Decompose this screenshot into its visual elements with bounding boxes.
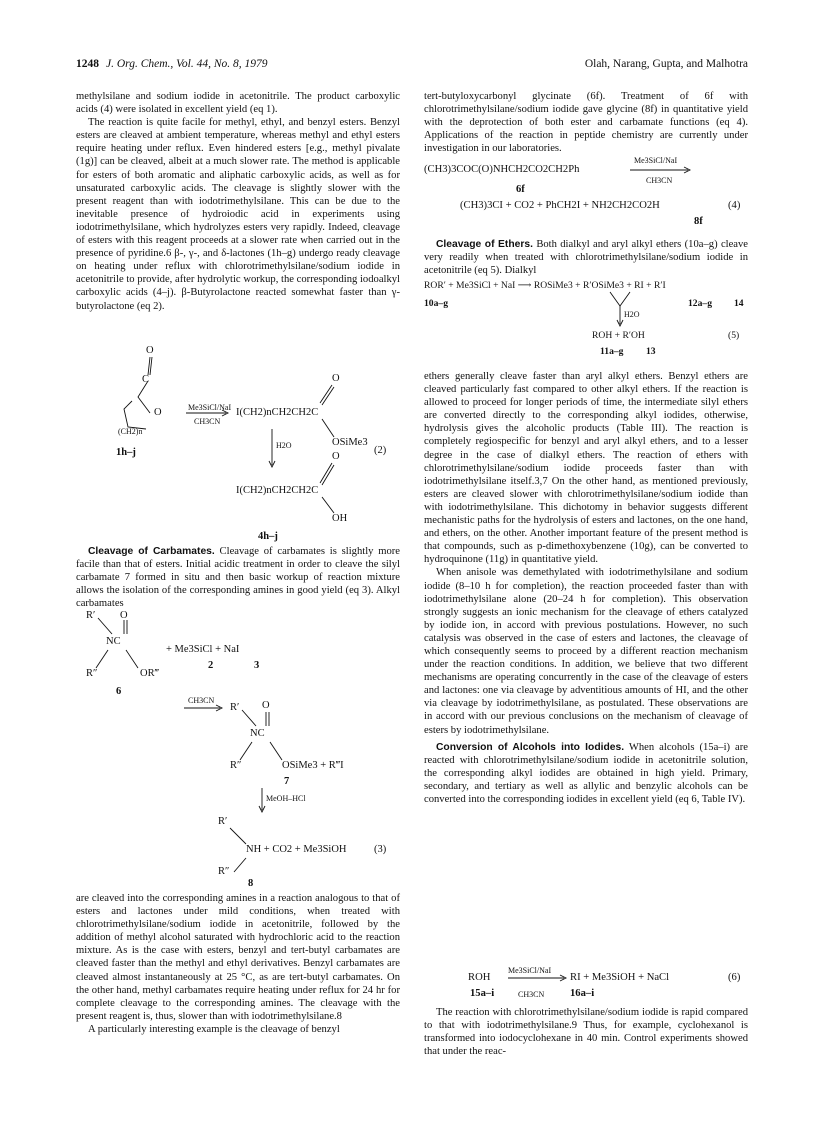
compound-label: 13: [646, 346, 656, 357]
reagents: + Me3SiCl + NaI: [166, 644, 240, 655]
equation-2: [76, 345, 400, 542]
paragraph: The reaction is quite facile for methyl, ethyl, and benzyl esters. Benzyl esters are cleaved at ambient temperature, whereas methyl and ethyl esters require heating under reflux. Even hindered esters [e.g., methyl pivalate (1g)] can be cleaved, albeit at a much slower rate. The method is applicable for esters of both aromatic and aliphatic carboxylic acids, as well as for unsaturated carboxylic acids. The cleavage is slightly slower with the present reagent than with iodotrimethylsilane. This can be due to the inevitable presence of hydroiodic acid in experiments using iodotrimethylsilane, which hydrolyzes esters very rapidly. Indeed, cleavage of esters with this reagent proceeds at a slower rate when carried out in the presence of pyridine.6 β-, γ-, and δ-lactones (1h–g) undergo ready cleavage on heating under reflux with chlorotrimethylsilane/sodium iodide in acetonitrile to provide, after hydrolytic workup, the corresponding iodoalkyl carboxylic acids (4–j). β-Butyrolactone reacted somewhat faster than γ-butyrolactone (eq 2).: [76, 117, 400, 312]
journal-citation: J. Org. Chem., Vol. 44, No. 8, 1979: [106, 58, 268, 70]
equation-number: (5): [728, 330, 740, 341]
authors: Olah, Narang, Gupta, and Malhotra: [584, 58, 748, 70]
solvent-label: CH3CN: [518, 990, 545, 999]
right-col-bottom: [424, 1006, 748, 1058]
section-heading: Cleavage of Carbamates.: [88, 546, 215, 557]
workup-label: MeOH–HCl: [266, 794, 306, 803]
compound-label: 6f: [516, 184, 525, 195]
solvent-label: CH3CN: [188, 696, 215, 705]
paragraph: A particularly interesting example is the cleavage of benzyl: [88, 1023, 340, 1035]
paragraph-text: Both dialkyl and aryl alkyl ethers (10a–g) cleave very readily when treated with chlorotrimethylsilane/sodium iodide in acetonitrile (eq 5). Dialkyl: [424, 239, 748, 277]
section-heading: Conversion of Alcohols into Iodides.: [436, 741, 625, 753]
r2-group: R″: [86, 668, 98, 679]
solvent-label: CH3CN: [194, 417, 221, 426]
compound-label: 6: [116, 686, 122, 697]
paragraph: [424, 741, 748, 806]
silyl-ester: OSiMe3: [332, 437, 368, 448]
paragraph: When anisole was demethylated with iodotrimethylsilane and sodium iodide (8–10 h for completion), the reaction proceeded faster than with iodotrimethylsilane alone (20–24 h for completion). This observation strongly suggests an ionic mechanism for the cleavage of ethers catalyzed by iodide ion, in accord with previous postulations. However, no such catalysis was observed in the case of esters and lactones, the cleavage of which consequently seems to proceed by a different reaction mechanism under the reaction conditions. In addition, we believe that two different mechanisms are operating concurrently in the case of the cleavage of esters and lactones: one via cleavage by adventitious amounts of HI, and the other via cleavage by iodotrimethylsilane, as postulated. These observations are in accord with our previous conclusions on the mechanism of cleavage of esters by iodotrimethylsilane.: [424, 567, 748, 736]
equation-number: (2): [374, 445, 387, 456]
equation-number: (6): [728, 972, 741, 983]
compound-label: 2: [208, 660, 214, 671]
compound-label: 7: [284, 776, 290, 787]
compound-label: 14: [734, 298, 744, 309]
right-col-middle: [424, 370, 748, 806]
compound-label: 1h–j: [116, 447, 136, 458]
compound-label: 12a–g: [688, 298, 712, 309]
equation-number: (3): [374, 844, 387, 855]
equation-3: [76, 610, 400, 889]
alcohol-products: ROH + R′OH: [592, 330, 645, 341]
equation-5: [424, 280, 748, 360]
reagent-label: Me3SiCl/NaI: [634, 156, 678, 165]
compound-label: 10a–g: [424, 298, 448, 309]
left-col-bottom: [76, 892, 400, 1036]
silyl-carbamate: OSiMe3 + R‴I: [282, 760, 344, 771]
ring-methylene: (CH2)n: [118, 427, 143, 436]
reagent-label: Me3SiCl/NaI: [508, 966, 552, 975]
solvent-label: CH3CN: [646, 176, 673, 185]
hydrolysis-arrow: [424, 280, 748, 360]
r2-group: R″: [230, 760, 242, 771]
compound-label: 3: [254, 660, 260, 671]
paragraph: [424, 238, 748, 277]
hydrolysis-label: H2O: [624, 310, 640, 319]
reactant: (CH3)3COC(O)NHCH2CO2CH2Ph: [424, 164, 580, 175]
compound-label: 4h–j: [258, 531, 278, 542]
equation-number: (4): [728, 200, 741, 211]
paragraph: are cleaved into the corresponding amines in a reaction analogous to that of esters and lactones under mild conditions, when treated with chlorotrimethylsilane/sodium iodide in acetonitrile, followed by the addition of methyl alcohol saturated with hydrochloric acid to the reaction mixture. As is the case with esters, benzyl and tert-butyl carbamates are cleaved faster than the methyl and ethyl derivatives. Benzyl carbamates are cleaved almost instantaneously at 25 °C, as are tert-butyl carbamates. On the other hand, methyl carbamates require heating under reflux for 24 hr for complete cleavage to the corresponding amines. The cleavage with the present reagent is, thus, slower than with iodotrimethylsilane.8: [76, 893, 400, 1022]
carbonyl-o: O: [120, 610, 128, 621]
products: RI + Me3SiOH + NaCl: [570, 972, 670, 983]
reagent-label: Me3SiCl/NaI: [188, 403, 232, 412]
right-col-top: [424, 90, 748, 155]
left-col-top: [76, 90, 400, 313]
ring-oxygen: O: [154, 407, 162, 418]
r2-group: R″: [218, 866, 230, 877]
ring-carbon: C: [142, 374, 150, 385]
reaction-line: ROR′ + Me3SiCl + NaI ⟶ ROSiMe3 + R′OSiMe3 + RI + R′I: [424, 280, 666, 291]
compound-label: 11a–g: [600, 346, 624, 357]
r1-group: R′: [86, 610, 96, 621]
acid-chain: I(CH2)nCH2CH2C: [236, 485, 319, 496]
hydrolysis-label: H2O: [276, 441, 292, 450]
paragraph: ethers generally cleave faster than aryl alkyl ethers. Benzyl ethers are cleaved particularly fast compared to other alkyl ethers. If the reaction is allowed to proceed for longer periods of time, the intermediate silyl ethers are converted directly to the corresponding alkyl iodides, otherwise, hydrolysis gives the alcoholic products (Table III). The reaction is completely regiospecific for benzyl and aryl alkyl ethers, and to a lesser degree in the case of dialkyl ethers. The reaction of ethers with chlorotrimethylsilane/sodium iodide proceeds faster than with iodotrimethylsilane itself.3,7 On the other hand, as mentioned previously, esters are cleaved slower with chlorotrimethylsilane/sodium iodide than with iodotrimethylsilane. This dichotomy in behavior suggests different mechanistic paths for the hydrolysis of esters and lactones, on the one hand, and ethers, on the other. Another important feature of the present method is that compounds, such as p-dimethoxybenzene (10g), can be converted to hydroquinone (11g) in quantitative yield.: [424, 371, 748, 566]
reactant: ROH: [468, 972, 491, 983]
compound-label: 8f: [694, 216, 703, 227]
carbamate-section: [76, 545, 400, 610]
compound-label: 16a–i: [570, 988, 595, 999]
paragraph-text: When alcohols (15a–i) are reacted with chlorotrimethylsilane/sodium iodide in acetonitrile solution, the corresponding alkyl iodides are obtained in high yield. Primary, secondary, and tertiary as well as allylic and benzylic alcohols can be converted into the corresponding iodides in excellent yield (eq 6, Table IV).: [424, 741, 748, 805]
paragraph-text: Cleavage of carbamates is slightly more facile than that of esters. Initial acidic treatment in order to cleave the silyl carbamate 7 formed in situ and then basic workup of reaction mixture allows the isolation of the corresponding amines in good yield (eq 3). Alkyl carbamates: [76, 546, 400, 610]
compound-label: 8: [248, 878, 254, 889]
acid-hydroxyl: OH: [332, 513, 348, 524]
product-chain: I(CH2)nCH2CH2C: [236, 407, 319, 418]
paragraph: methylsilane and sodium iodide in acetonitrile. The product carboxylic acids (4) were isolated in excellent yield (eq 1).: [76, 91, 400, 116]
ethers-section: [424, 238, 748, 277]
compound-label: 15a–i: [470, 988, 495, 999]
acid-oxygen: O: [332, 451, 340, 462]
paragraph: tert-butyloxycarbonyl glycinate (6f). Treatment of 6f with chlorotrimethylsilane/sodium iodide gave glycine (8f) in quantitative yield with the deprotection of both ester and carbamate functions (eq 4). Applications of the reaction in peptide chemistry are currently under investigation in our laboratories.: [424, 91, 748, 155]
nc-core: NC: [250, 728, 265, 739]
page-number: 1248: [76, 58, 99, 70]
ring-carbonyl-o: O: [146, 345, 154, 356]
alkoxy-group: OR‴: [140, 668, 159, 679]
amine-products: NH + CO2 + Me3SiOH: [246, 844, 347, 855]
paragraph: The reaction with chlorotrimethylsilane/sodium iodide is rapid compared to that with iodotrimethylsilane.9 Thus, for example, cyclohexanol is transformed into iodocyclohexane in 40 min. Control experiments showed that under the reac-: [424, 1007, 748, 1058]
equation-6: [424, 968, 748, 1008]
r1-group: R′: [230, 702, 240, 713]
carbonyl-o: O: [262, 700, 270, 711]
product-oxygen: O: [332, 373, 340, 384]
nc-core: NC: [106, 636, 121, 647]
equation-4: [424, 156, 748, 236]
products: (CH3)3CI + CO2 + PhCH2I + NH2CH2CO2H: [460, 200, 660, 211]
paragraph: [76, 545, 400, 610]
section-heading: Cleavage of Ethers.: [436, 239, 533, 250]
r1-group: R′: [218, 816, 228, 827]
